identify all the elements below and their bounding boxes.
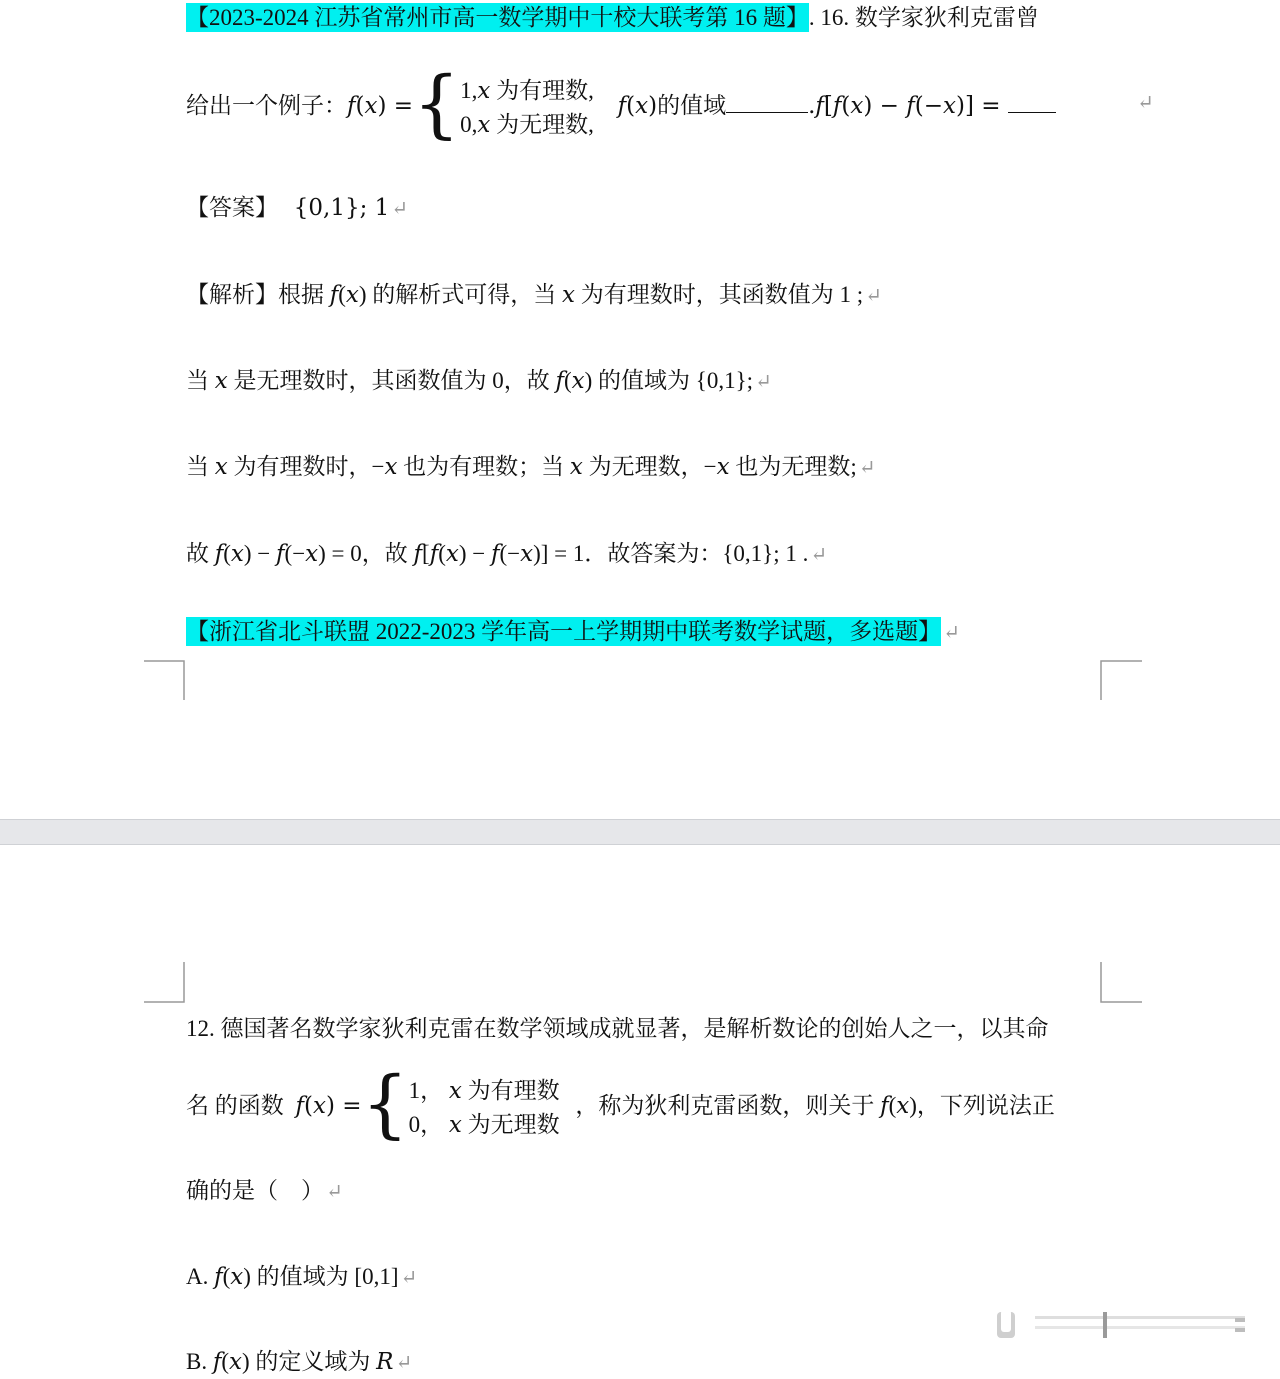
q12-text-1: 12. 德国著名数学家狄利克雷在数学领域成就显著，是解析数论的创始人之一，以其命 xyxy=(186,1016,1049,1041)
q12-brace: { xyxy=(361,1060,409,1147)
option-a-text: A. 𝑓(𝑥) 的值域为 [0,1] xyxy=(186,1264,399,1289)
analysis-text-1: 根据 𝑓(𝑥) 的解析式可得，当 𝑥 为有理数时，其函数值为 1 ; xyxy=(278,282,864,307)
paragraph-mark: ↵ xyxy=(1137,92,1154,114)
page-corner-mark-tr xyxy=(1100,962,1142,1004)
q12-case-1: 1， 𝑥 为有理数 xyxy=(408,1077,560,1103)
option-a: A. 𝑓(𝑥) 的值域为 [0,1] ↵ xyxy=(186,1264,418,1289)
q16-case-2: 0,𝑥 为无理数, xyxy=(460,111,594,137)
analysis-line-4: 故 𝑓(𝑥) − 𝑓(−𝑥) = 0，故 𝑓[𝑓(𝑥) − 𝑓(−𝑥)] = 1．故答案为：{0,1}; 1 . ↵ xyxy=(186,541,828,566)
q16-brace: { xyxy=(413,60,461,147)
page-corner-mark-tl xyxy=(144,962,186,1004)
q12-line-1 xyxy=(186,1013,1049,1045)
answer-line: 【答案】 {0,1}; 1 ↵ xyxy=(186,195,409,221)
analysis-text-3: 当 𝑥 为有理数时，−𝑥 也为有理数；当 𝑥 为无理数，−𝑥 也为无理数; xyxy=(186,454,857,479)
analysis-text-2: 当 𝑥 是无理数时，其函数值为 0，故 𝑓(𝑥) 的值域为 {0,1}; xyxy=(186,368,753,393)
analysis-line-3: 当 𝑥 为有理数时，−𝑥 也为有理数；当 𝑥 为无理数，−𝑥 也为无理数; ↵ xyxy=(186,454,876,479)
q12-line-2: 名 的函数 f(x) ={ 1， 𝑥 为有理数 0， 𝑥 为无理数 ，称为狄利克雷函数，则关于 𝑓(𝑥)，下列说法正 xyxy=(186,1060,1055,1147)
analysis-line-2: 当 𝑥 是无理数时，其函数值为 0，故 𝑓(𝑥) 的值域为 {0,1}; ↵ xyxy=(186,368,772,393)
q16-blank-1 xyxy=(726,88,808,113)
option-b: B. 𝑓(𝑥) 的定义域为 𝑅 ↵ xyxy=(186,1349,413,1374)
q16-example-lead: 给出一个例子： xyxy=(186,93,347,118)
q16-source-highlight: 【2023-2024 江苏省常州市高一数学期中十校大联考第 16 题】 xyxy=(186,5,809,30)
q12-text-3: 确的是（ ） xyxy=(186,1178,324,1203)
page-corner-mark-bl xyxy=(144,660,186,702)
q16-example-line: 给出一个例子：f(x) ={ 1,𝑥 为有理数, 0,𝑥 为无理数, f(x)的值域 .f[f(x) − f(−x)] = xyxy=(186,68,1056,144)
q16-intro: . 16. 数学家狄利克雷曾 xyxy=(808,5,1039,30)
q16-blank-2 xyxy=(1008,88,1056,113)
q16-range-text: 的值域 xyxy=(657,93,727,118)
q16-header-line xyxy=(186,2,1039,34)
answer-value: {0,1}; 1 xyxy=(293,195,390,221)
q16-fx: f xyxy=(347,93,356,119)
next-source-line: 【浙江省北斗联盟 2022-2023 学年高一上学期期中联考数学试题，多选题】 ↵ xyxy=(186,619,960,644)
next-source-highlight: 【浙江省北斗联盟 2022-2023 学年高一上学期期中联考数学试题，多选题】 xyxy=(186,619,942,644)
q12-lead: 名 的函数 xyxy=(186,1093,284,1118)
q12-cases xyxy=(409,1074,560,1142)
q12-case-2: 0， 𝑥 为无理数 xyxy=(408,1111,560,1137)
analysis-text-4: 故 𝑓(𝑥) − 𝑓(−𝑥) = 0，故 𝑓[𝑓(𝑥) − 𝑓(−𝑥)] = 1．故答案为：{0,1}; 1 . xyxy=(186,541,809,566)
q12-line-3: 确的是（ ） ↵ xyxy=(186,1178,343,1203)
answer-label: 【答案】 xyxy=(186,195,278,220)
page-corner-mark-br xyxy=(1100,660,1142,702)
q16-case-1: 1,𝑥 为有理数, xyxy=(460,77,594,103)
q12-tail: ，称为狄利克雷函数，则关于 𝑓(𝑥)，下列说法正 xyxy=(575,1093,1055,1118)
page-separator xyxy=(0,819,1280,845)
analysis-line-1: 【解析】根据 𝑓(𝑥) 的解析式可得，当 𝑥 为有理数时，其函数值为 1 ; ↵ xyxy=(186,282,882,307)
watermark-logo xyxy=(995,1308,1250,1340)
q16-cases xyxy=(460,74,594,142)
analysis-label: 【解析】 xyxy=(186,282,278,307)
option-b-text: B. 𝑓(𝑥) 的定义域为 𝑅 xyxy=(186,1349,394,1374)
